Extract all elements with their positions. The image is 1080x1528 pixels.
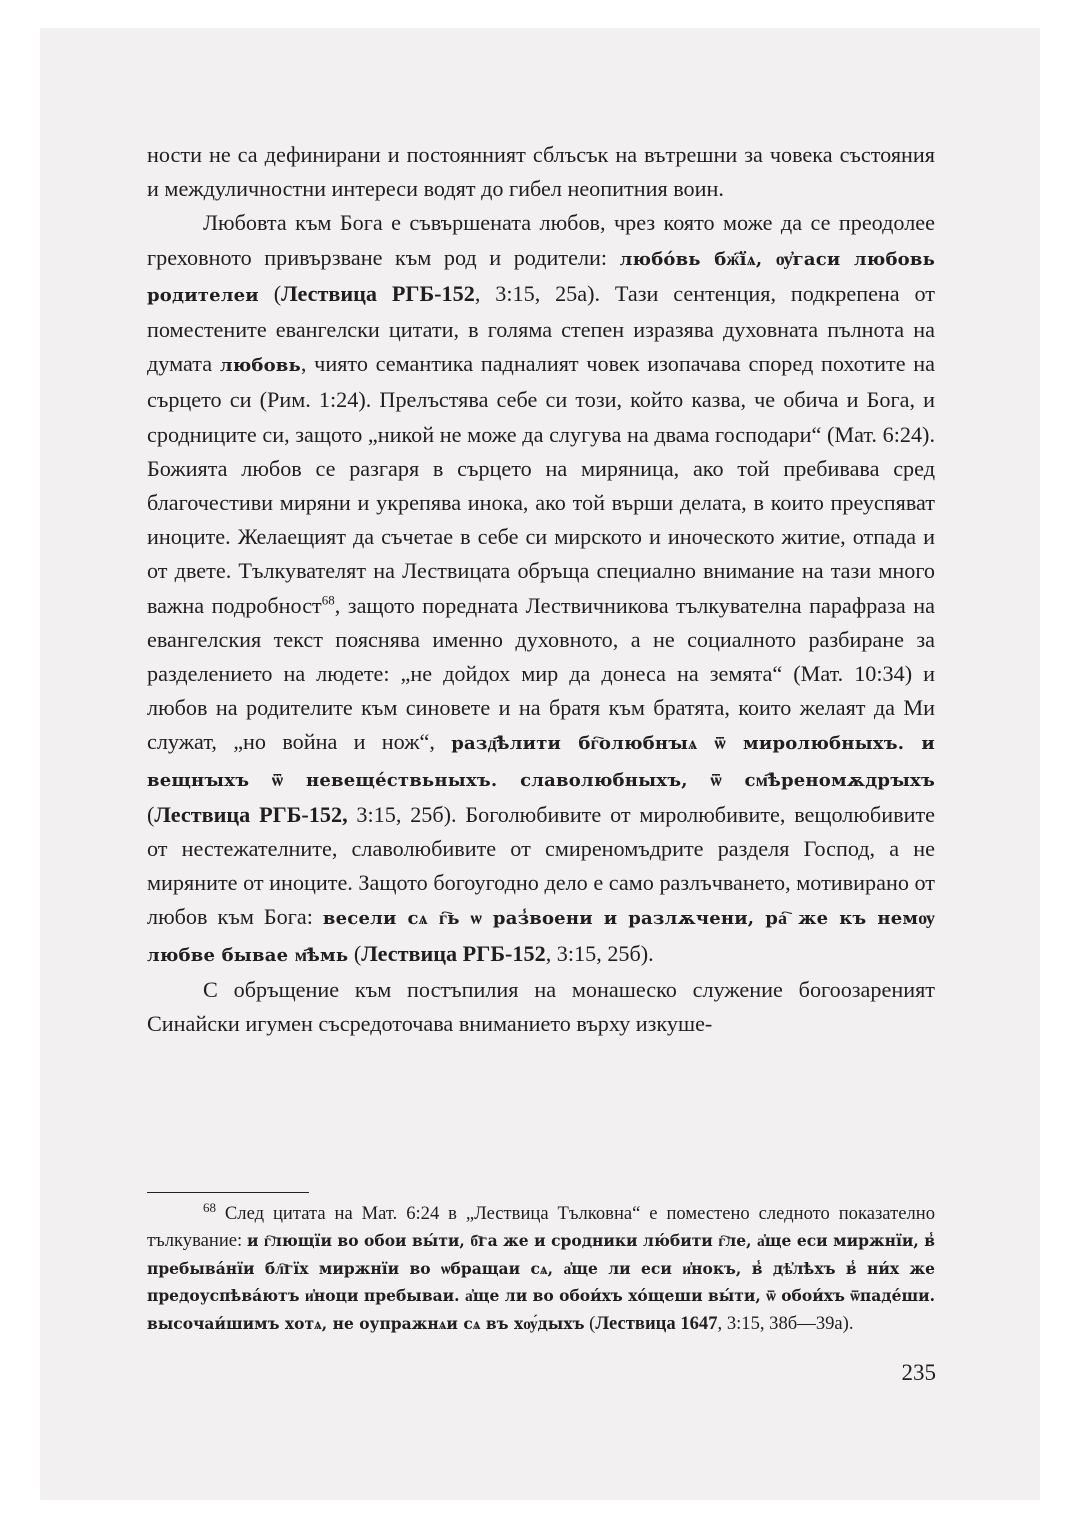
footnote-divider [147,1192,309,1193]
church-slavonic-quote: разд҄ѣлити бг҇олюбнꙑѧ ѿ миролюбныхъ. и вещнꙑхъ ѿ невеще́ствьныхъ. славолюбныхъ, ѿ см҄ѣреномѫдрꙑхъ [147,733,935,791]
church-slavonic-quote: любо́вь бж҇їѧ, ѹ҆гаси любовь родителеи [147,248,935,306]
church-slavonic-quote: и г҇лющїи во обои вы́ти, б҇га же и сродники лю́бити г҇ле, а҆ще еси миржнїи, в̾ пребыва́нїи бл҇гїх миржнїи во ѡбращаи сѧ, а҆ще ли еси и҆нокъ, в̾ дѣ҆лѣхъ в̾ ни́х же предоуспѣва́ютъ и҆ноци пребываи. а҆ще ли во обои́хъ хо́щеши вы́ти, ѿ обои́хъ ѿпаде́ши. высочаи́шимъ хотѧ, не оупражнѧи сѧ въ хѹ́дыхъ [147,1231,935,1333]
footnote: $^{68}$ След цитата на Мат. 6:24 в „Лествица Тълковна“ е поместено следното показателно тълкувание: и г҇лющїи во обои вы́ти, б҇га же и сродники лю́бити г҇ле, а҆ще еси миржнїи, в̾ пребыва́нїи бл҇гїх миржнїи во ѡбращаи сѧ, а҆ще ли еси и҆нокъ, в̾ дѣ҆лѣхъ в̾ ни́х же предоуспѣва́ютъ и҆ноци пребываи. а҆ще ли во обои́хъ хо́щеши вы́ти, ѿ обои́хъ ѿпаде́ши. высочаи́шимъ хотѧ, не оупражнѧи сѧ въ хѹ́дыхъ (Лествица 1647, 3:15, 38б—39а). [147,1199,935,1334]
church-slavonic-quote: весели сѧ г҇ь ѡ раз̾воени и разлѫчени, ра҇ же къ немѹ любве бывае м҄ѣмь [147,908,936,966]
paragraph-1: ности не са дефинирани и постоянният сблъсък на вътрешни за човека състояния и междуличностни интереси водят до гибел неопитния воин. [147,142,935,202]
source-reference: Лествица РГБ-152 [361,940,546,966]
footnote-reference[interactable]: 68 [321,592,335,608]
source-reference: Лествица РГБ-152 [281,280,475,306]
footnote-number: 68 [203,1199,216,1215]
paragraph-3: С обръщение към постъпилия на монашеско служение богоозареният Синайски игумен съсредоточава вниманието върху изкуше- [147,976,935,1037]
source-reference: Лествица 1647 [595,1312,718,1334]
page-number: 235 [901,1360,936,1385]
main-text [147,138,935,1041]
church-slavonic-word: любовь [219,355,301,377]
paragraph-2: Любовта към Бога е съвършената любов, чрез която може да се преодолее греховното привързване към род и родители: любо́вь бж҇їѧ, ѹ҆гаси любовь родителеи (Лествица РГБ-152, 3:15, 25а). Тази сентенция, подкрепена от поместените евангелски цитати, в голяма степен изразява духовната пълнота на думата любовь, чиято семантика падналият човек изопачава според похотите на сърцето си (Рим. 1:24). Прелъстява себе си този, който казва, че обича и Бога, и сродниците си, защото „никой не може да слугува на двама господари“ (Мат. 6:24). Божията любов се разгаря в сърцето на миряница, ако той пребивава сред благочестиви миряни и укрепява инока, ако той върши делата, в които преуспяват иноците. Желаещият да съчетае в себе си мирското и иноческото житие, отпада и от двете. Тълкувателят на Лествицата обръща специално внимание на тази много важна подробност$^{68}$, защото поредната Лествичникова тълкувателна парафраза на евангелския текст пояснява именно духовното, а не социалното разбиране за разделението на людете: „не дойдох мир да донеса на земята“ (Мат. 10:34) и любов на родителите към синовете и на братя към братята, които желаят да Ми служат, „но война и нож“, разд҄ѣлити бг҇олюбнꙑѧ ѿ миролюбныхъ. и вещнꙑхъ ѿ невеще́ствьныхъ. славолюбныхъ, ѿ см҄ѣреномѫдрꙑхъ (Лествица РГБ-152, 3:15, 25б). Боголюбивите от миролюбивите, вещолюбивите от нестежателните, славолюбивите от смиреномъдрите разделя Господ, а не миряните от иноците. Защото богоугодно дело е само разлъчването, мотивирано от любов към Бога: весели сѧ г҇ь ѡ раз̾воени и разлѫчени, ра҇ же къ немѹ любве бывае м҄ѣмь (Лествица РГБ-152, 3:15, 25б). [147,210,936,966]
source-reference: Лествица РГБ-152, [154,801,348,827]
